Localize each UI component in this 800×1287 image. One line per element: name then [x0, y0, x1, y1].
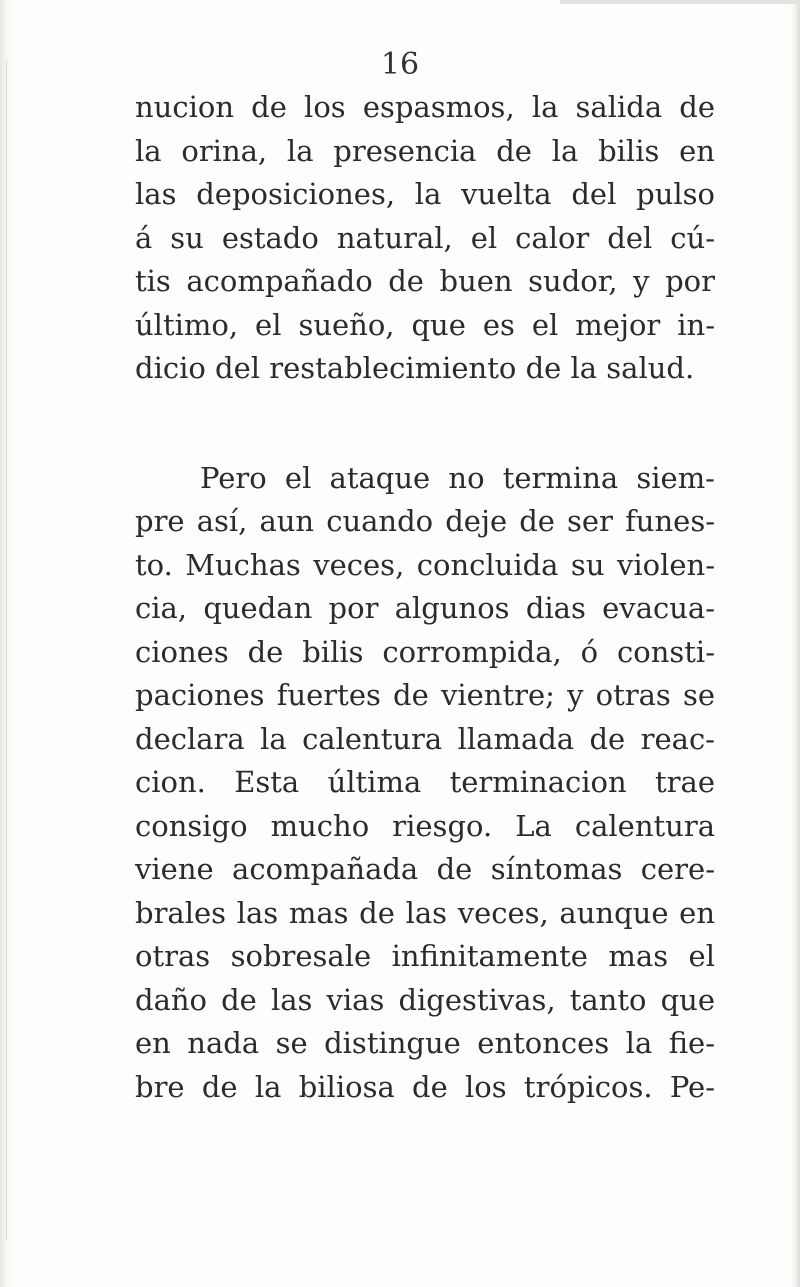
text-line: consigo mucho riesgo. La calentura: [135, 808, 715, 843]
text-line: á su estado natural, el calor del cú-: [135, 220, 715, 255]
text-line: nucion de los espasmos, la salida de: [135, 90, 715, 124]
text-line: paciones fuertes de vientre; y otras se: [135, 678, 715, 712]
text-line: declara la calentura llamada de reac-: [135, 721, 715, 756]
text-line: otras sobresale infinitamente mas el: [135, 939, 715, 973]
paragraph-break: [135, 391, 715, 457]
text-line: la orina, la presencia de la bilis en: [135, 133, 715, 168]
page-top-edge: [560, 0, 800, 4]
paragraph-1: [135, 86, 715, 391]
text-line: Pero el ataque no termina siem-: [200, 460, 715, 495]
text-line: viene acompañada de síntomas cere-: [135, 852, 715, 886]
paragraph-2: [135, 457, 715, 1110]
text-line: tis acompañado de buen sudor, y por: [135, 264, 715, 298]
text-line: último, el sueño, que es el mejor in-: [135, 307, 715, 342]
text-line: cion. Esta última terminacion trae: [135, 765, 715, 799]
text-line: brales las mas de las veces, aunque en: [135, 895, 715, 930]
text-line: bre de la biliosa de los trópicos. Pe-: [135, 1069, 715, 1104]
page-number: 16: [380, 47, 420, 82]
page-right-edge: [790, 0, 800, 1287]
text-line: dicio del restablecimiento de la salud.: [135, 351, 695, 385]
body-text: [135, 86, 715, 1109]
page-left-edge: [0, 0, 14, 1287]
page-left-edge-line: [6, 60, 7, 1240]
text-line: daño de las vias digestivas, tanto que: [135, 982, 715, 1017]
text-line: to. Muchas veces, concluida su violen-: [135, 547, 715, 582]
text-line: ciones de bilis corrompida, ó consti-: [135, 634, 715, 669]
text-line: en nada se distingue entonces la fie-: [135, 1026, 715, 1060]
text-line: pre así, aun cuando deje de ser funes-: [135, 504, 715, 538]
text-line: las deposiciones, la vuelta del pulso: [135, 177, 715, 211]
text-line: cia, quedan por algunos dias evacua-: [135, 591, 715, 625]
